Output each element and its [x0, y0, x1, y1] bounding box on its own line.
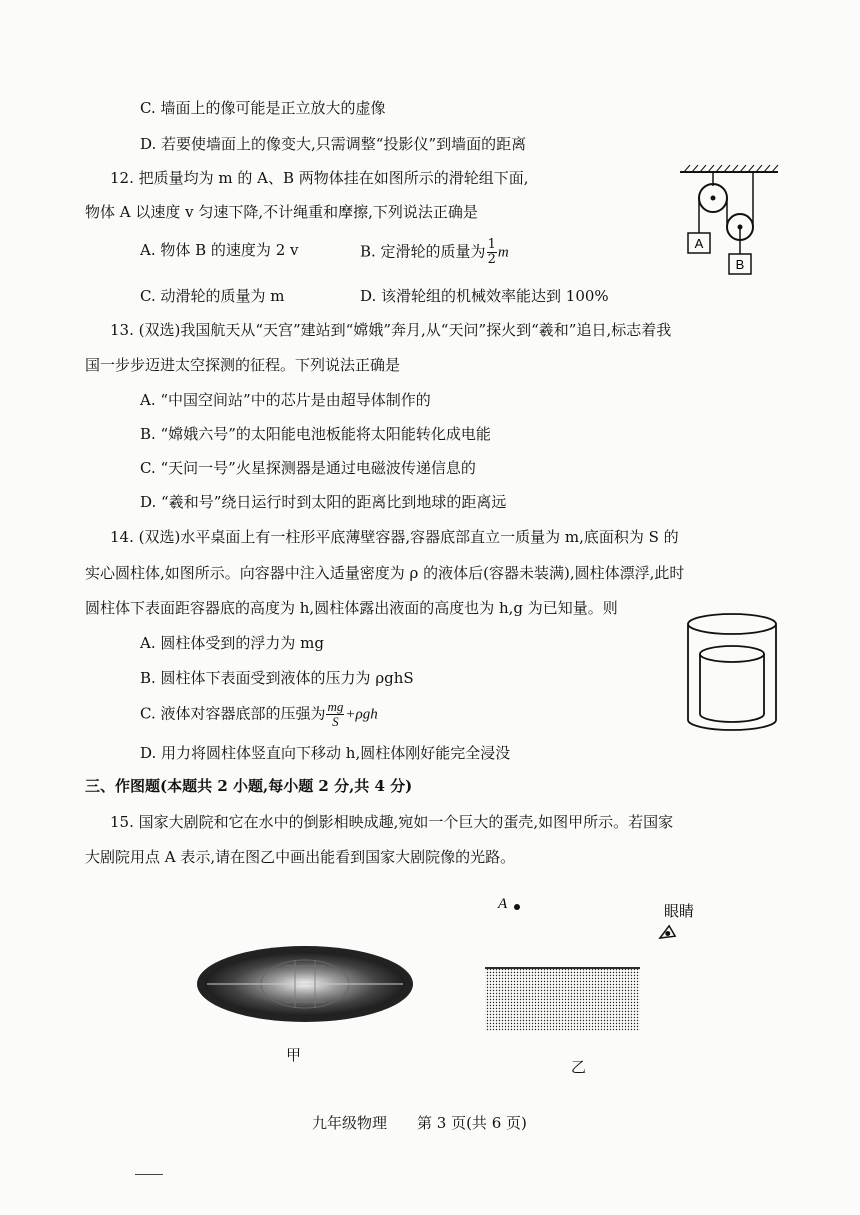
point-a-label: A [498, 896, 508, 912]
q14-fraction [326, 700, 344, 729]
q14-fraction-num: mg [327, 699, 344, 714]
cylinder-body [700, 654, 764, 722]
q14-option-d: D. 用力将圆柱体竖直向下移动 h,圆柱体刚好能完全浸没 [140, 744, 511, 762]
pulley-figure [670, 160, 790, 285]
q11-option-d: D. 若要使墙面上的像变大,只需调整“投影仪”到墙面的距离 [140, 135, 527, 153]
q12-option-c: C. 动滑轮的质量为 m [140, 287, 285, 305]
q12-fraction-den: 2 [487, 252, 496, 267]
q12-stem-line1: 12. 把质量均为 m 的 A、B 两物体挂在如图所示的滑轮组下面, [110, 169, 529, 187]
figure-yi-label: 乙 [571, 1058, 587, 1076]
q12-option-b-text: B. 定滑轮的质量为 [360, 242, 486, 261]
q12-fraction [487, 238, 497, 267]
q14-option-a: A. 圆柱体受到的浮力为 mg [140, 634, 324, 652]
q12-option-b [360, 238, 509, 267]
q13-option-a: A. “中国空间站”中的芯片是由超导体制作的 [140, 391, 431, 409]
q13-option-b: B. “嫦娥六号”的太阳能电池板能将太阳能转化成电能 [140, 425, 491, 443]
container-cylinder-figure [682, 608, 782, 738]
q14-fraction-den: S [332, 714, 339, 729]
q12-fraction-num: 1 [487, 237, 496, 252]
q13-stem-line1: 13. (双选)我国航天从“天宫”建站到“嫦娥”奔月,从“天问”探火到“羲和”追日,标志着我 [110, 321, 672, 339]
block-a-label: A [694, 236, 704, 251]
q13-option-d: D. “羲和号”绕日运行时到太阳的距离比到地球的距离远 [140, 493, 507, 511]
q15-stem-line2: 大剧院用点 A 表示,请在图乙中画出能看到国家大剧院像的光路。 [85, 848, 516, 866]
water-region [485, 969, 640, 1031]
figure-jia-label: 甲 [286, 1046, 302, 1064]
q14-stem-line1: 14. (双选)水平桌面上有一柱形平底薄壁容器,容器底部直立一质量为 m,底面积为 S 的 [110, 528, 679, 546]
q12-option-a: A. 物体 B 的速度为 2 v [140, 241, 299, 259]
q14-option-b: B. 圆柱体下表面受到液体的压力为 ρghS [140, 669, 414, 687]
container-rim [688, 614, 776, 634]
q15-stem-line1: 15. 国家大剧院和它在水中的倒影相映成趣,宛如一个巨大的蛋壳,如图甲所示。若国家 [110, 813, 674, 831]
q14-option-c [140, 700, 378, 729]
eye-icon [657, 926, 675, 943]
light-path-diagram [480, 890, 710, 1050]
eye-label: 眼睛 [664, 902, 695, 920]
point-a [514, 904, 520, 910]
q13-option-c: C. “天问一号”火星探测器是通过电磁波传递信息的 [140, 459, 476, 477]
q14-stem-line3: 圆柱体下表面距容器底的高度为 h,圆柱体露出液面的高度也为 h,g 为已知量。则 [85, 599, 618, 617]
grand-theater-photo [195, 944, 415, 1024]
edge-mark [135, 1174, 163, 1175]
q12-stem-line2: 物体 A 以速度 v 匀速下降,不计绳重和摩擦,下列说法正确是 [85, 203, 478, 221]
q14-stem-line2: 实心圆柱体,如图所示。向容器中注入适量密度为 ρ 的液体后(容器未装满),圆柱体漂浮,此时 [85, 564, 685, 582]
q12-option-d: D. 该滑轮组的机械效率能达到 100% [360, 287, 609, 305]
container-wall [688, 624, 776, 730]
q12-option-b-m: m [497, 244, 509, 261]
page-footer: 九年级物理 第 3 页(共 6 页) [312, 1114, 527, 1132]
block-b-label: B [735, 257, 745, 272]
q14-option-c-tail: +ρgh [345, 706, 378, 723]
q13-stem-line2: 国一步步迈进太空探测的征程。下列说法正确是 [85, 356, 401, 374]
ceiling-hatch [684, 165, 778, 172]
cylinder-top [700, 646, 764, 662]
section-3-heading: 三、作图题(本题共 2 小题,每小题 2 分,共 4 分) [85, 777, 413, 795]
q14-option-c-text: C. 液体对容器底部的压强为 [140, 704, 326, 723]
q11-option-c: C. 墙面上的像可能是正立放大的虚像 [140, 99, 386, 117]
